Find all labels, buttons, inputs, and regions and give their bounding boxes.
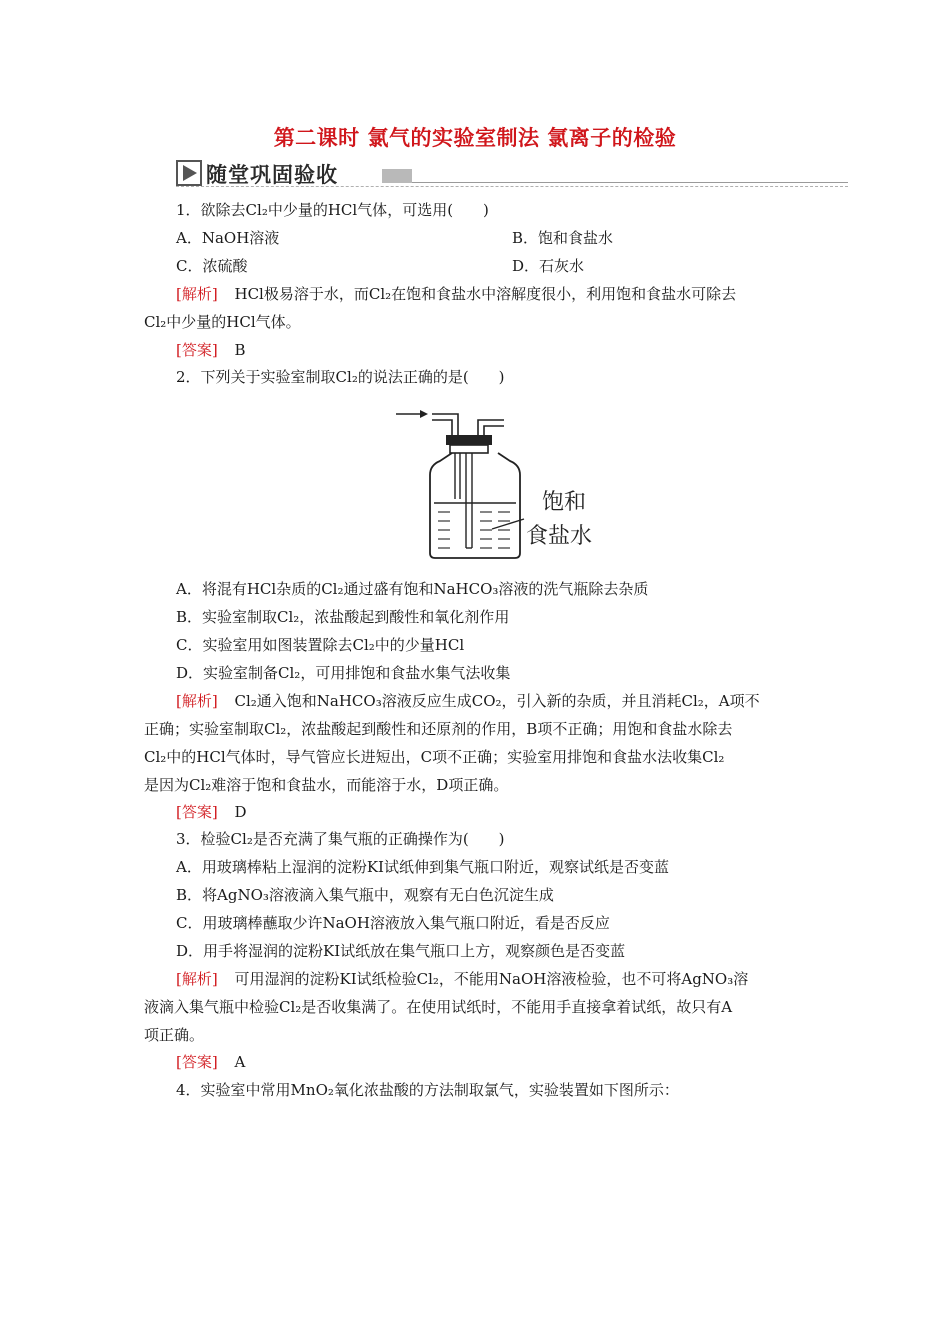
q2-option-d: D．实验室制备Cl₂，可用排饱和食盐水集气法收集 — [176, 664, 511, 682]
q1-stem: 1．欲除去Cl₂中少量的HCl气体，可选用( ) — [176, 201, 489, 219]
q1-analysis-tag: [解析] — [176, 285, 218, 303]
q2-option-b: B．实验室制取Cl₂，浓盐酸起到酸性和氧化剂作用 — [176, 608, 510, 626]
figure-label-line2: 食盐水 — [526, 524, 593, 549]
q1-answer: B — [234, 341, 246, 359]
q2-analysis-tag: [解析] — [176, 692, 218, 710]
page-title: 第二课时 氯气的实验室制法 氯离子的检验 — [273, 126, 677, 150]
q1-answer-tag: [答案] — [176, 341, 218, 359]
q3-stem: 3．检验Cl₂是否充满了集气瓶的正确操作为( ) — [176, 830, 505, 848]
q2-analysis-text: Cl₂通入饱和NaHCO₃溶液反应生成CO₂，引入新的杂质，并且消耗Cl₂，A项不 — [234, 692, 760, 710]
section-banner — [176, 157, 848, 189]
q2-analysis-text-4: 是因为Cl₂难溶于饱和食盐水，而能溶于水，D项正确。 — [144, 776, 509, 794]
q3-option-b: B．将AgNO₃溶液滴入集气瓶中，观察有无白色沉淀生成 — [176, 886, 554, 904]
banner-divider — [412, 182, 848, 183]
q3-analysis-text-2: 液滴入集气瓶中检验Cl₂是否收集满了。在使用试纸时，不能用手直接拿着试纸，故只有A — [144, 998, 733, 1016]
q1-option-b: B．饱和食盐水 — [512, 229, 614, 247]
q1-option-a: A．NaOH溶液 — [176, 229, 280, 247]
q3-answer-tag: [答案] — [176, 1053, 218, 1071]
q3-analysis-tag: [解析] — [176, 970, 218, 988]
q1-option-d: D．石灰水 — [512, 257, 585, 275]
q1-analysis-text-2: Cl₂中少量的HCl气体。 — [144, 313, 301, 331]
play-arrow-icon — [176, 160, 202, 186]
q3-option-d: D．用手将湿润的淀粉KI试纸放在集气瓶口上方，观察颜色是否变蓝 — [176, 942, 626, 960]
q4-stem: 4．实验室中常用MnO₂氧化浓盐酸的方法制取氯气，实验装置如下图所示： — [176, 1081, 679, 1099]
banner-decoration — [382, 169, 412, 183]
q2-analysis-text-3: Cl₂中的HCl气体时，导气管应长进短出，C项不正确；实验室用排饱和食盐水法收集Cl₂ — [144, 748, 725, 766]
q2-option-a: A．将混有HCl杂质的Cl₂通过盛有饱和NaHCO₃溶液的洗气瓶除去杂质 — [176, 580, 649, 598]
banner-divider-dashed — [176, 186, 848, 188]
q1-analysis-text: HCl极易溶于水，而Cl₂在饱和食盐水中溶解度很小，利用饱和食盐水可除去 — [234, 285, 737, 303]
q3-option-a: A．用玻璃棒粘上湿润的淀粉KI试纸伸到集气瓶口附近，观察试纸是否变蓝 — [176, 858, 669, 876]
q2-analysis-text-2: 正确；实验室制取Cl₂，浓盐酸起到酸性和还原剂的作用，B项不正确；用饱和食盐水除去 — [144, 720, 733, 738]
q2-stem: 2．下列关于实验室制取Cl₂的说法正确的是( ) — [176, 368, 505, 386]
q3-answer: A — [234, 1053, 246, 1071]
q2-answer: D — [234, 803, 247, 821]
q1-option-c: C．浓硫酸 — [176, 257, 248, 275]
q2-answer-tag: [答案] — [176, 803, 218, 821]
gas-washing-bottle-figure — [394, 403, 604, 568]
q3-option-c: C．用玻璃棒蘸取少许NaOH溶液放入集气瓶口附近，看是否反应 — [176, 914, 610, 932]
figure-label-line1: 饱和 — [542, 490, 587, 515]
q3-analysis-text-3: 项正确。 — [144, 1026, 205, 1044]
section-title: 随堂巩固验收 — [206, 163, 338, 187]
q2-option-c: C．实验室用如图装置除去Cl₂中的少量HCl — [176, 636, 465, 654]
q3-analysis-text: 可用湿润的淀粉KI试纸检验Cl₂，不能用NaOH溶液检验，也不可将AgNO₃溶 — [234, 970, 749, 988]
